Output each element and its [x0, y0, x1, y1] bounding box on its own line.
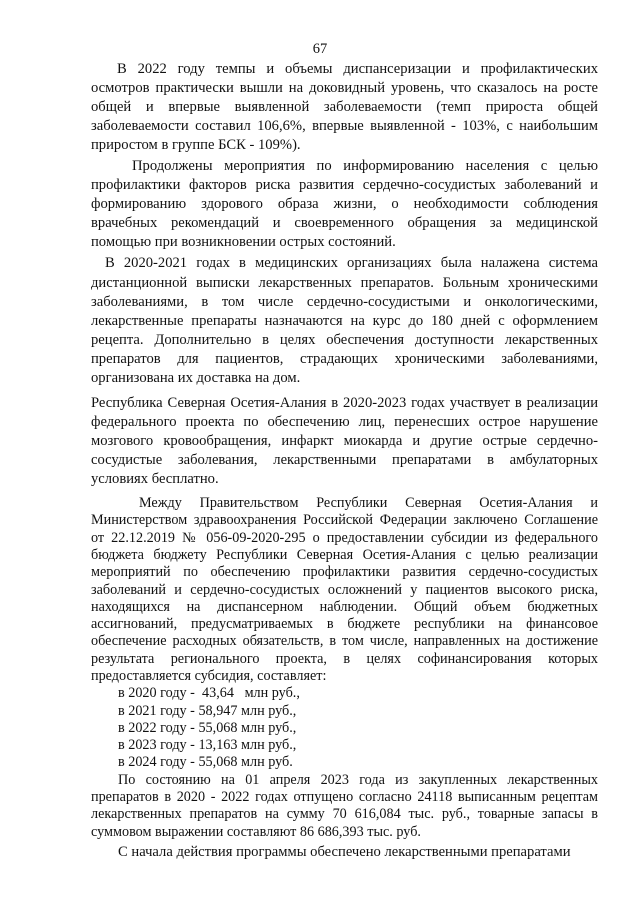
subsidy-amount: 55,068 млн руб.,	[198, 719, 297, 736]
list-item	[118, 685, 598, 702]
paragraph-subsidy-agreement: Между Правительством Республики Северная Осетия-Алания и Министерством здравоохранения Российской Федерации заключено Соглашение от 22.12.2019 № 056-09-2020-295 о предоставлении субсидии из федерального бюджета бюджету Республики Северная Осетия-Алания с целью реализации мероприятий по обеспечению профилактики развития сердечно-сосудистых заболеваний и сердечно-сосудистых осложнений у пациентов высокого риска, находящихся на диспансерном наблюдении. Общий объем бюджетных ассигнований, предусматриваемых в бюджете республики на финансовое обеспечение расходных обязательств, в том числе, направленных на достижение результата регионального проекта, в целях софинансирования которых предоставляется субсидия, составляет:	[91, 495, 598, 684]
year-label: в 2021 году -	[118, 702, 195, 719]
subsidy-amount: 55,068 млн руб.	[198, 754, 293, 771]
subsidy-amount: 13,163 млн руб.,	[198, 737, 297, 754]
paragraph-dispensarization: В 2022 году темпы и объемы диспансеризации и профилактических осмотров практически вышли на доковидный уровень, что сказалось на росте общей и впервые выявленной заболеваемости (темп прироста общей заболеваемости составил 106,6%, впервые выявленной - 103%, с наибольшим приростом в группе БСК - 109%).	[91, 61, 598, 154]
year-label: в 2022 году -	[118, 719, 195, 736]
paragraph-federal-project: Республика Северная Осетия-Алания в 2020-2023 годах участвует в реализации федерального проекта по обеспечению лиц, перенесших острое нарушение мозгового кровообращения, инфаркт миокарда и другие острые сердечно-сосудистые заболевания, лекарственными препаратами в амбулаторных условиях бесплатно.	[91, 394, 598, 487]
subsidy-amount: 43,64 млн руб.,	[198, 685, 300, 702]
year-label: в 2020 году -	[118, 685, 195, 702]
list-item	[118, 737, 598, 754]
list-item	[118, 703, 598, 720]
paragraph-remote-prescriptions: В 2020-2021 годах в медицинских организациях была налажена система дистанционной выписки лекарственных препаратов. Больным хроническими заболеваниями, в том числе сердечно-сосудистыми и онкологическими, лекарственные препараты назначаются на курс до 180 дней с оформлением рецепта. Дополнительно в целях обеспечения доступности лекарственных препаратов для пациентов, страдающих хроническими заболеваниями, организована их доставка на дом.	[91, 255, 598, 386]
paragraph-prevention-measures: Продолжены мероприятия по информированию населения с целью профилактики факторов риска развития сердечно-сосудистых заболеваний и формированию здорового образа жизни, о необходимости соблюдения врачебных рекомендаций и своевременного обращения за медицинской помощью при возникновении острых состояний.	[91, 158, 598, 251]
page-number: 67	[312, 41, 328, 57]
year-label: в 2023 году -	[118, 737, 195, 754]
paragraph-program-start: С начала действия программы обеспечено лекарственными препаратами	[118, 843, 571, 860]
paragraph-purchased-drugs: По состоянию на 01 апреля 2023 года из закупленных лекарственных препаратов в 2020 - 2022 годах отпущено согласно 24118 выписанным рецептам лекарственных препаратов на сумму 70 616,084 тыс. руб., товарные запасы в суммовом выражении составляют 86 686,393 тыс. руб.	[91, 771, 598, 840]
list-item	[118, 720, 598, 737]
subsidy-by-year-list	[91, 685, 598, 771]
subsidy-amount: 58,947 млн руб.,	[198, 702, 297, 719]
year-label: в 2024 году -	[118, 754, 195, 771]
document-body	[91, 60, 598, 862]
list-item	[118, 754, 598, 771]
